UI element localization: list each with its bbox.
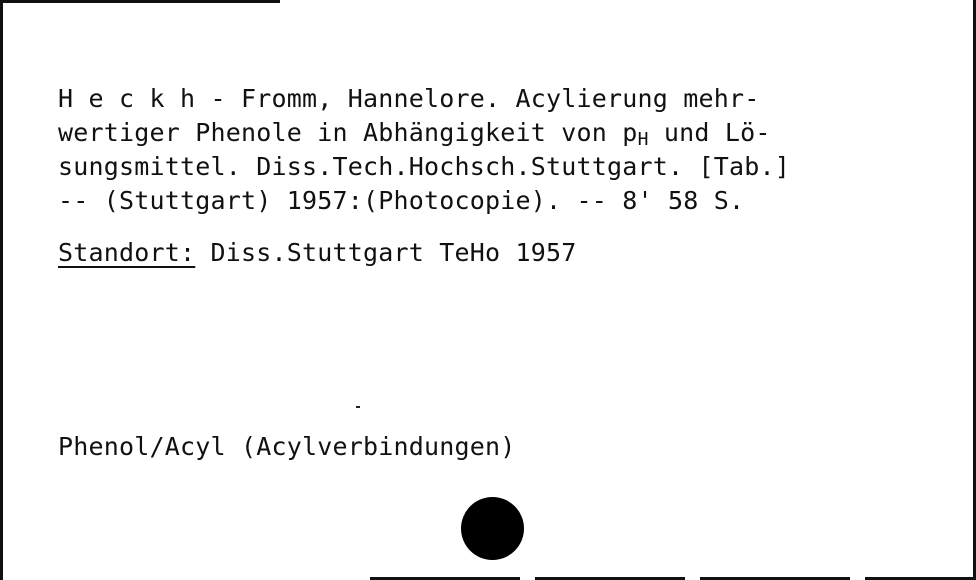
scan-speck xyxy=(356,406,360,408)
card-border-left xyxy=(0,0,3,580)
standort-line xyxy=(58,238,577,268)
citation-line-4: -- (Stuttgart) 1957:(Photocopie). -- 8' 58 S. xyxy=(58,186,745,215)
citation-line-3: sungsmittel. Diss.Tech.Hochsch.Stuttgart. [Tab.] xyxy=(58,152,791,181)
citation-line-2-end: und Lö- xyxy=(648,118,771,147)
citation-line-1: H e c k h - Fromm, Hannelore. Acylierung mehr- xyxy=(58,84,760,113)
citation-line-2-text: wertiger Phenole in Abhängigkeit von p xyxy=(58,118,638,147)
subject-heading: Phenol/Acyl (Acylverbindungen) xyxy=(58,432,516,461)
ph-subscript: H xyxy=(637,129,649,150)
card-border-top xyxy=(0,0,280,3)
standort-value: Diss.Stuttgart TeHo 1957 xyxy=(195,238,577,267)
standort-label: Standort: xyxy=(58,238,196,267)
punch-hole xyxy=(461,497,524,560)
citation-line-2 xyxy=(58,118,771,155)
